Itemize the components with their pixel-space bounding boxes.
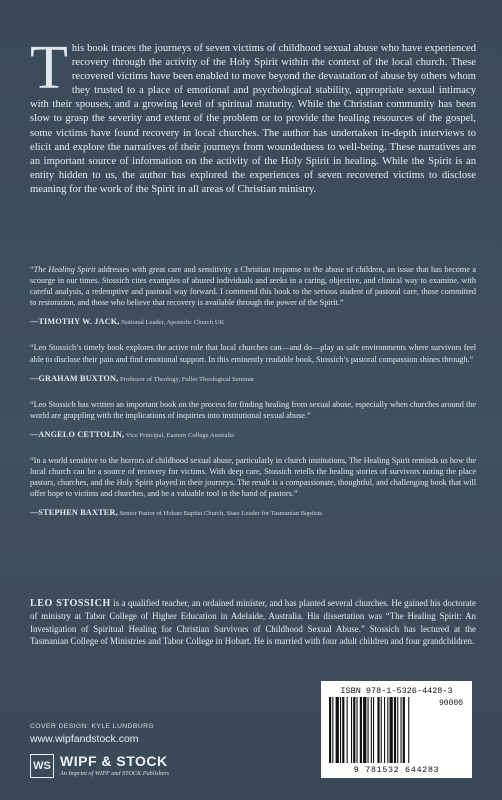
endorsement-attribution <box>30 429 476 441</box>
endorsement-attribution <box>30 507 476 519</box>
endorsement-2 <box>30 342 476 384</box>
quote-open: “ <box>30 265 34 274</box>
bio-text: is a qualified teacher, an ordained minister, and has planted several churches. He gained his doctorate of ministry at Tabor College of Higher Education in Adelaide, Australia. His dissertation was “The Healing Spirit: An Investigation of Spiritual Healing for Christian Survivors of Childhood Sexual Abuse.” Stossich has lectured at the Tasmanian College of Ministries and Tabor College in Hobart. He is married with four adult children and four grandchildren. <box>30 598 476 646</box>
endorsement-1 <box>30 264 476 328</box>
endorser-name: —ANGELO CETTOLIN, <box>30 429 125 439</box>
publisher-url: www.wipfandstock.com <box>30 733 139 745</box>
blurb-text: his book traces the journeys of seven victims of childhood sexual abuse who have experienced recovery through the activity of the Holy Spirit within the context of the local church. These recovered victims have been enabled to move beyond the devastation of abuse by others whom they trusted to a place of emotional and psychological stability, appropriate sexual intimacy with their spouses, and a growing level of spiritual maturity. While the Christian community has been slow to grasp the severity and extent of the problem or to provide the healing resources of the gospel, some victims have found recovery in local churches. The author has undertaken in-depth interviews to elicit and explore the narratives of their journeys from woundedness to well-being. These narratives are an important source of information on the activity of the Holy Spirit in healing. While the Spirit is an entity hidden to us, the author has explored the experiences of seven recovered victims to disclose meaning for the work of the Spirit in all areas of Christian ministry. <box>30 43 476 195</box>
barcode-bars <box>329 697 437 765</box>
endorsement-attribution <box>30 373 476 385</box>
endorsements <box>30 264 476 534</box>
endorser-name: —GRAHAM BUXTON, <box>30 373 119 383</box>
ean-number: 9 781532 644283 <box>353 765 440 775</box>
endorser-name: —TIMOTHY W. JACK, <box>30 317 120 327</box>
quote-body: “Leo Stossich has written an important book on the process for finding healing from sexual abuse, especially when churches around the world are grappling with the implications of inquiries into institutional sexual abuse.” <box>30 399 476 420</box>
publisher-logo <box>30 754 240 780</box>
book-title-italic: The Healing Spirit <box>33 265 96 274</box>
endorser-role: Professor of Theology, Fuller Theological Seminar <box>118 375 255 383</box>
author-bio <box>30 597 476 647</box>
endorsement-quote <box>30 342 476 364</box>
quote-body: “Leo Stossich’s timely book explores the active role that local churches can—and do—play as safe environments where survivors feel able to disclose their pain and find emotional support. In this eminently readable book, Stossich’s pastoral compassion shines through.” <box>30 343 476 364</box>
endorsement-quote <box>30 264 476 308</box>
endorser-name: —STEPHEN BAXTER, <box>30 508 118 518</box>
cover-design-credit: COVER DESIGN: KYLE LUNDBURG <box>30 723 155 730</box>
publisher-tagline: An Imprint of WIPF and STOCK Publishers <box>60 770 170 777</box>
endorsement-4 <box>30 455 476 519</box>
author-name: LEO STOSSICH <box>30 598 111 609</box>
quote-body: addresses with great care and sensitivity a Christian response to the abuse of children, an issue that has become a scourge in our times. Stossich cites examples of abused individuals and seeks in a caring, objective, and clinical way to examine, with careful analysis, a redemptive and pastoral way forward. I commend this book to the serious student of pastoral care, those committed to restoration, and those who believe that recovery is available through the power of the Spirit.” <box>30 265 476 308</box>
book-blurb <box>30 34 476 197</box>
endorsement-quote <box>30 455 476 499</box>
endorsement-attribution <box>30 316 476 328</box>
quote-body: “In a world sensitive to the horrors of childhood sexual abuse, particularly in church institutions, The Healing Spirit reminds us how the local church can be a source of recovery for victims. With deep care, Stossich retells the healing stories of survivors noting the place pastors, churches, and the Holy Spirit played in their journeys. The result is a compassionate, thoughtful, and challenging book that will offer hope to victims and churches, and be a valuable tool in the hand of pastors.” <box>30 456 476 499</box>
publisher-mark: WS <box>30 754 54 778</box>
price-code: 90000 <box>439 699 464 708</box>
endorsement-quote <box>30 399 476 421</box>
endorser-role: Vice Principal, Eastern College Australia <box>124 431 234 439</box>
endorsement-3 <box>30 399 476 441</box>
endorser-role: National Leader, Apostolic Church UK <box>119 319 225 327</box>
isbn-barcode <box>321 681 472 778</box>
isbn-label: ISBN 978-1-5326-4428-3 <box>340 686 453 696</box>
endorser-role: Senior Pastor of Hobart Baptist Church, State Leader for Tasmanian Baptists <box>117 510 322 518</box>
drop-cap: T <box>30 34 68 102</box>
publisher-name: WIPF & STOCK <box>60 753 168 769</box>
